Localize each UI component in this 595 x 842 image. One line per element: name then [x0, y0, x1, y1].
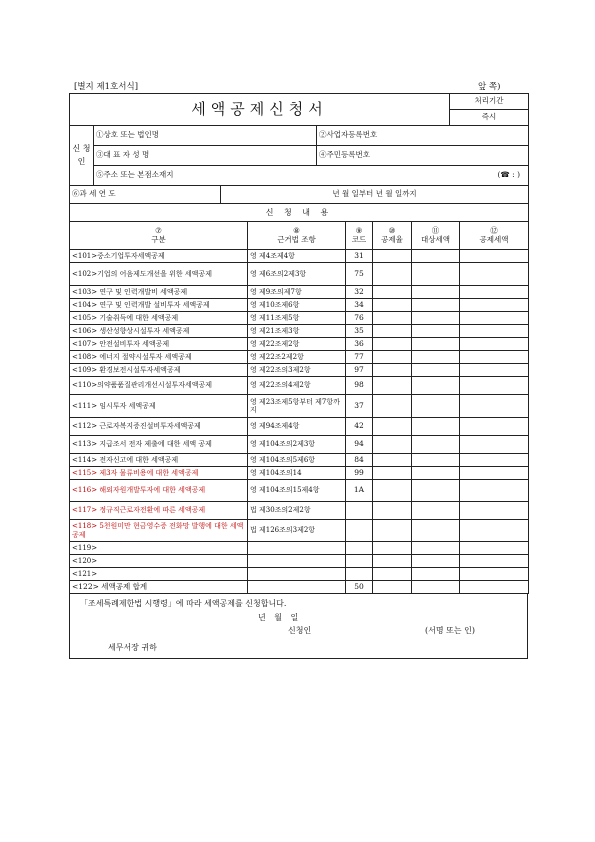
table-row — [70, 467, 529, 480]
row-target-tax-cell[interactable] — [412, 418, 460, 436]
processing-label: 처리기간 — [450, 94, 529, 110]
row-target-tax-cell[interactable] — [412, 454, 460, 467]
row-legal-basis: 영 제104조의14 — [248, 467, 346, 480]
col-legal-basis: ⑧ 근거법 조항 — [248, 222, 346, 250]
row-deduction-cell[interactable] — [460, 542, 529, 555]
row-rate-cell[interactable] — [373, 351, 412, 364]
row-code: 75 — [346, 263, 373, 286]
row-legal-basis: 영 제104조의5제6항 — [248, 454, 346, 467]
form-title: 세액공제신청서 — [70, 94, 450, 126]
title-table — [69, 93, 529, 126]
processing-value: 즉시 — [450, 110, 529, 126]
row-category: <119> — [70, 542, 248, 555]
table-row — [70, 286, 529, 299]
table-row — [70, 542, 529, 555]
row-deduction-cell[interactable] — [460, 520, 529, 542]
representative-label: ③대 표 자 성 명 — [94, 146, 221, 166]
table-row — [70, 338, 529, 351]
row-target-tax-cell[interactable] — [412, 263, 460, 286]
business-reg-label: ②사업자등록번호 — [317, 126, 407, 146]
row-code — [346, 502, 373, 520]
row-code: 34 — [346, 299, 373, 312]
row-deduction-cell[interactable] — [460, 454, 529, 467]
row-deduction-cell[interactable] — [460, 299, 529, 312]
row-legal-basis: 영 제21조제3항 — [248, 325, 346, 338]
row-category: <113> 지급조서 전자 제출에 대한 세액 공제 — [70, 436, 248, 454]
row-deduction-cell[interactable] — [460, 480, 529, 502]
addressee: 세무서장 귀하 — [108, 643, 157, 652]
address-label: ⑤주소 또는 본점소재지 — [94, 166, 221, 186]
row-target-tax-cell[interactable] — [412, 286, 460, 299]
row-deduction-cell[interactable] — [460, 568, 529, 581]
row-legal-basis: 영 제22조의4제2항 — [248, 377, 346, 395]
row-target-tax-cell[interactable] — [412, 502, 460, 520]
row-category: <110>의약품품질관리개선시설투자세액공제 — [70, 377, 248, 395]
row-category: <109> 환경보전시설투자세액공제 — [70, 364, 248, 377]
row-target-tax-cell[interactable] — [412, 250, 460, 263]
row-rate-cell[interactable] — [373, 377, 412, 395]
row-rate-cell[interactable] — [373, 286, 412, 299]
table-row — [70, 520, 529, 542]
row-legal-basis: 영 제22조의3제2항 — [248, 364, 346, 377]
row-rate-cell[interactable] — [373, 555, 412, 568]
row-target-tax-cell[interactable] — [412, 542, 460, 555]
row-rate-cell[interactable] — [373, 263, 412, 286]
row-category: <112> 근로자복지증진설비투자세액공제 — [70, 418, 248, 436]
row-code — [346, 520, 373, 542]
row-code: 97 — [346, 364, 373, 377]
row-legal-basis: 영 제22조2제2항 — [248, 351, 346, 364]
row-target-tax-cell[interactable] — [412, 395, 460, 418]
page-side: 앞 쪽) — [478, 82, 501, 92]
table-row — [70, 377, 529, 395]
form-frame — [69, 93, 528, 659]
row-code: 36 — [346, 338, 373, 351]
row-code: 84 — [346, 454, 373, 467]
row-rate-cell[interactable] — [373, 568, 412, 581]
row-category: <118> 5천원미만 현금영수증 전화망 발행에 대한 세액공제 — [70, 520, 248, 542]
table-row — [70, 480, 529, 502]
table-row — [70, 263, 529, 286]
row-legal-basis — [248, 555, 346, 568]
table-row — [70, 299, 529, 312]
row-target-tax-cell[interactable] — [412, 377, 460, 395]
row-rate-cell[interactable] — [373, 299, 412, 312]
deduction-table — [69, 221, 529, 594]
row-rate-cell[interactable] — [373, 454, 412, 467]
row-target-tax-cell[interactable] — [412, 299, 460, 312]
tax-year-period[interactable]: 년 월 일부터 년 월 일까지 — [221, 186, 529, 204]
row-legal-basis: 법 제126조의3제2항 — [248, 520, 346, 542]
row-target-tax-cell[interactable] — [412, 555, 460, 568]
applicant-table — [69, 125, 529, 186]
row-deduction-cell[interactable] — [460, 377, 529, 395]
row-deduction-cell[interactable] — [460, 250, 529, 263]
row-rate-cell[interactable] — [373, 502, 412, 520]
row-category: <116> 해외자원개발투자에 대한 세액공제 — [70, 480, 248, 502]
row-deduction-cell[interactable] — [460, 555, 529, 568]
phone-field[interactable]: (☎ : ) — [407, 166, 529, 186]
row-rate-cell[interactable] — [373, 467, 412, 480]
row-deduction-cell[interactable] — [460, 502, 529, 520]
row-code: 37 — [346, 395, 373, 418]
row-code: 32 — [346, 286, 373, 299]
row-deduction-cell[interactable] — [460, 351, 529, 364]
row-code: 77 — [346, 351, 373, 364]
table-row — [70, 436, 529, 454]
total-rate-cell[interactable] — [373, 581, 412, 594]
table-row — [70, 454, 529, 467]
row-deduction-cell[interactable] — [460, 436, 529, 454]
row-legal-basis: 영 제94조제4항 — [248, 418, 346, 436]
row-rate-cell[interactable] — [373, 395, 412, 418]
row-rate-cell[interactable] — [373, 520, 412, 542]
table-row — [70, 395, 529, 418]
row-code: 94 — [346, 436, 373, 454]
row-deduction-cell[interactable] — [460, 312, 529, 325]
representative-field[interactable] — [221, 146, 317, 166]
col-code: ⑨ 코드 — [346, 222, 373, 250]
row-legal-basis: 영 제23조제5항부터 제7항까지 — [248, 395, 346, 418]
row-target-tax-cell[interactable] — [412, 467, 460, 480]
tax-year-label: ⑥과 세 연 도 — [70, 186, 221, 204]
row-code: 42 — [346, 418, 373, 436]
row-category: <120> — [70, 555, 248, 568]
total-label: <122> 세액공제 합계 — [70, 581, 248, 594]
col-category: ⑦ 구분 — [70, 222, 248, 250]
row-target-tax-cell[interactable] — [412, 338, 460, 351]
row-legal-basis: 영 제104조의2제3항 — [248, 436, 346, 454]
row-legal-basis: 영 제11조제5항 — [248, 312, 346, 325]
row-code — [346, 568, 373, 581]
total-amount-cell[interactable] — [460, 581, 529, 594]
row-deduction-cell[interactable] — [460, 286, 529, 299]
row-code — [346, 542, 373, 555]
row-target-tax-cell[interactable] — [412, 480, 460, 502]
table-row — [70, 555, 529, 568]
statement-text: 「조세특례제한법 시행령」에 따라 세액공제를 신청합니다. — [80, 599, 287, 608]
col-target-tax: ⑪ 대상세액 — [412, 222, 460, 250]
row-deduction-cell[interactable] — [460, 325, 529, 338]
row-rate-cell[interactable] — [373, 250, 412, 263]
applicant-sign-label: 신청인 — [288, 626, 312, 635]
row-deduction-cell[interactable] — [460, 418, 529, 436]
row-deduction-cell[interactable] — [460, 338, 529, 351]
row-rate-cell[interactable] — [373, 480, 412, 502]
row-rate-cell[interactable] — [373, 418, 412, 436]
row-target-tax-cell[interactable] — [412, 312, 460, 325]
row-code: 99 — [346, 467, 373, 480]
row-code: 98 — [346, 377, 373, 395]
row-target-tax-cell[interactable] — [412, 436, 460, 454]
col-rate: ⑩ 공제율 — [373, 222, 412, 250]
row-code — [346, 555, 373, 568]
company-name-field[interactable] — [221, 126, 317, 146]
table-row — [70, 568, 529, 581]
row-category: <115> 제3자 물류비용에 대한 세액공제 — [70, 467, 248, 480]
row-rate-cell[interactable] — [373, 312, 412, 325]
row-target-tax-cell[interactable] — [412, 520, 460, 542]
row-category: <107> 안전설비투자 세액공제 — [70, 338, 248, 351]
row-rate-cell[interactable] — [373, 542, 412, 555]
row-target-tax-cell[interactable] — [412, 364, 460, 377]
row-legal-basis — [248, 568, 346, 581]
row-target-tax-cell[interactable] — [412, 325, 460, 338]
row-category: <102>기업의 어음제도개선을 위한 세액공제 — [70, 263, 248, 286]
row-legal-basis: 영 제9조의제7항 — [248, 286, 346, 299]
row-legal-basis — [248, 542, 346, 555]
company-name-label: ①상호 또는 법인명 — [94, 126, 221, 146]
row-category: <117> 정규직근로자전환에 따른 세액공제 — [70, 502, 248, 520]
row-legal-basis: 영 제10조제6항 — [248, 299, 346, 312]
row-category: <103> 연구 및 인력개발비 세액공제 — [70, 286, 248, 299]
row-code: 35 — [346, 325, 373, 338]
form-number: [별지 제1호서식] — [74, 82, 139, 92]
signature-block — [69, 594, 528, 659]
row-deduction-cell[interactable] — [460, 467, 529, 480]
row-category: <114> 전자신고에 대한 세액공제 — [70, 454, 248, 467]
row-deduction-cell[interactable] — [460, 263, 529, 286]
row-legal-basis: 영 제22조제2항 — [248, 338, 346, 351]
row-deduction-cell[interactable] — [460, 364, 529, 377]
table-row — [70, 364, 529, 377]
applicant-group-label: 신 청 인 — [70, 126, 94, 186]
resident-reg-label: ④주민등록번호 — [317, 146, 407, 166]
sign-seal[interactable]: (서명 또는 인) — [425, 626, 475, 635]
row-category: <101>중소기업투자세액공제 — [70, 250, 248, 263]
row-category: <104> 연구 및 인력개발 설비투자 세액공제 — [70, 299, 248, 312]
row-legal-basis: 영 제4조제4항 — [248, 250, 346, 263]
row-code: 1A — [346, 480, 373, 502]
row-rate-cell[interactable] — [373, 325, 412, 338]
table-row — [70, 312, 529, 325]
col-deduction-amount: ⑫ 공제세액 — [460, 222, 529, 250]
row-category: <108> 에너지 절약시설투자 세액공제 — [70, 351, 248, 364]
row-rate-cell[interactable] — [373, 364, 412, 377]
total-code: 50 — [346, 581, 373, 594]
row-category: <105> 기술취득에 대한 세액공제 — [70, 312, 248, 325]
table-row — [70, 502, 529, 520]
business-reg-field[interactable] — [407, 126, 529, 146]
resident-reg-field[interactable] — [407, 146, 529, 166]
row-deduction-cell[interactable] — [460, 395, 529, 418]
section-title: 신 청 내 용 — [70, 204, 529, 222]
row-category: <106> 생산성향상시설투자 세액공제 — [70, 325, 248, 338]
sign-date[interactable]: 년 월 일 — [258, 613, 299, 622]
row-legal-basis: 법 제30조의2제2항 — [248, 502, 346, 520]
total-law — [248, 581, 346, 594]
row-code: 31 — [346, 250, 373, 263]
row-code: 76 — [346, 312, 373, 325]
table-row — [70, 418, 529, 436]
row-category: <121> — [70, 568, 248, 581]
table-row — [70, 325, 529, 338]
row-legal-basis: 영 제104조의15제4항 — [248, 480, 346, 502]
row-target-tax-cell[interactable] — [412, 351, 460, 364]
total-target-cell[interactable] — [412, 581, 460, 594]
table-row — [70, 351, 529, 364]
address-field[interactable] — [221, 166, 407, 186]
row-category: <111> 임시투자 세액공제 — [70, 395, 248, 418]
row-rate-cell[interactable] — [373, 338, 412, 351]
row-target-tax-cell[interactable] — [412, 568, 460, 581]
row-legal-basis: 영 제6조의2제3항 — [248, 263, 346, 286]
tax-year-table — [69, 185, 529, 222]
table-row — [70, 250, 529, 263]
row-rate-cell[interactable] — [373, 436, 412, 454]
